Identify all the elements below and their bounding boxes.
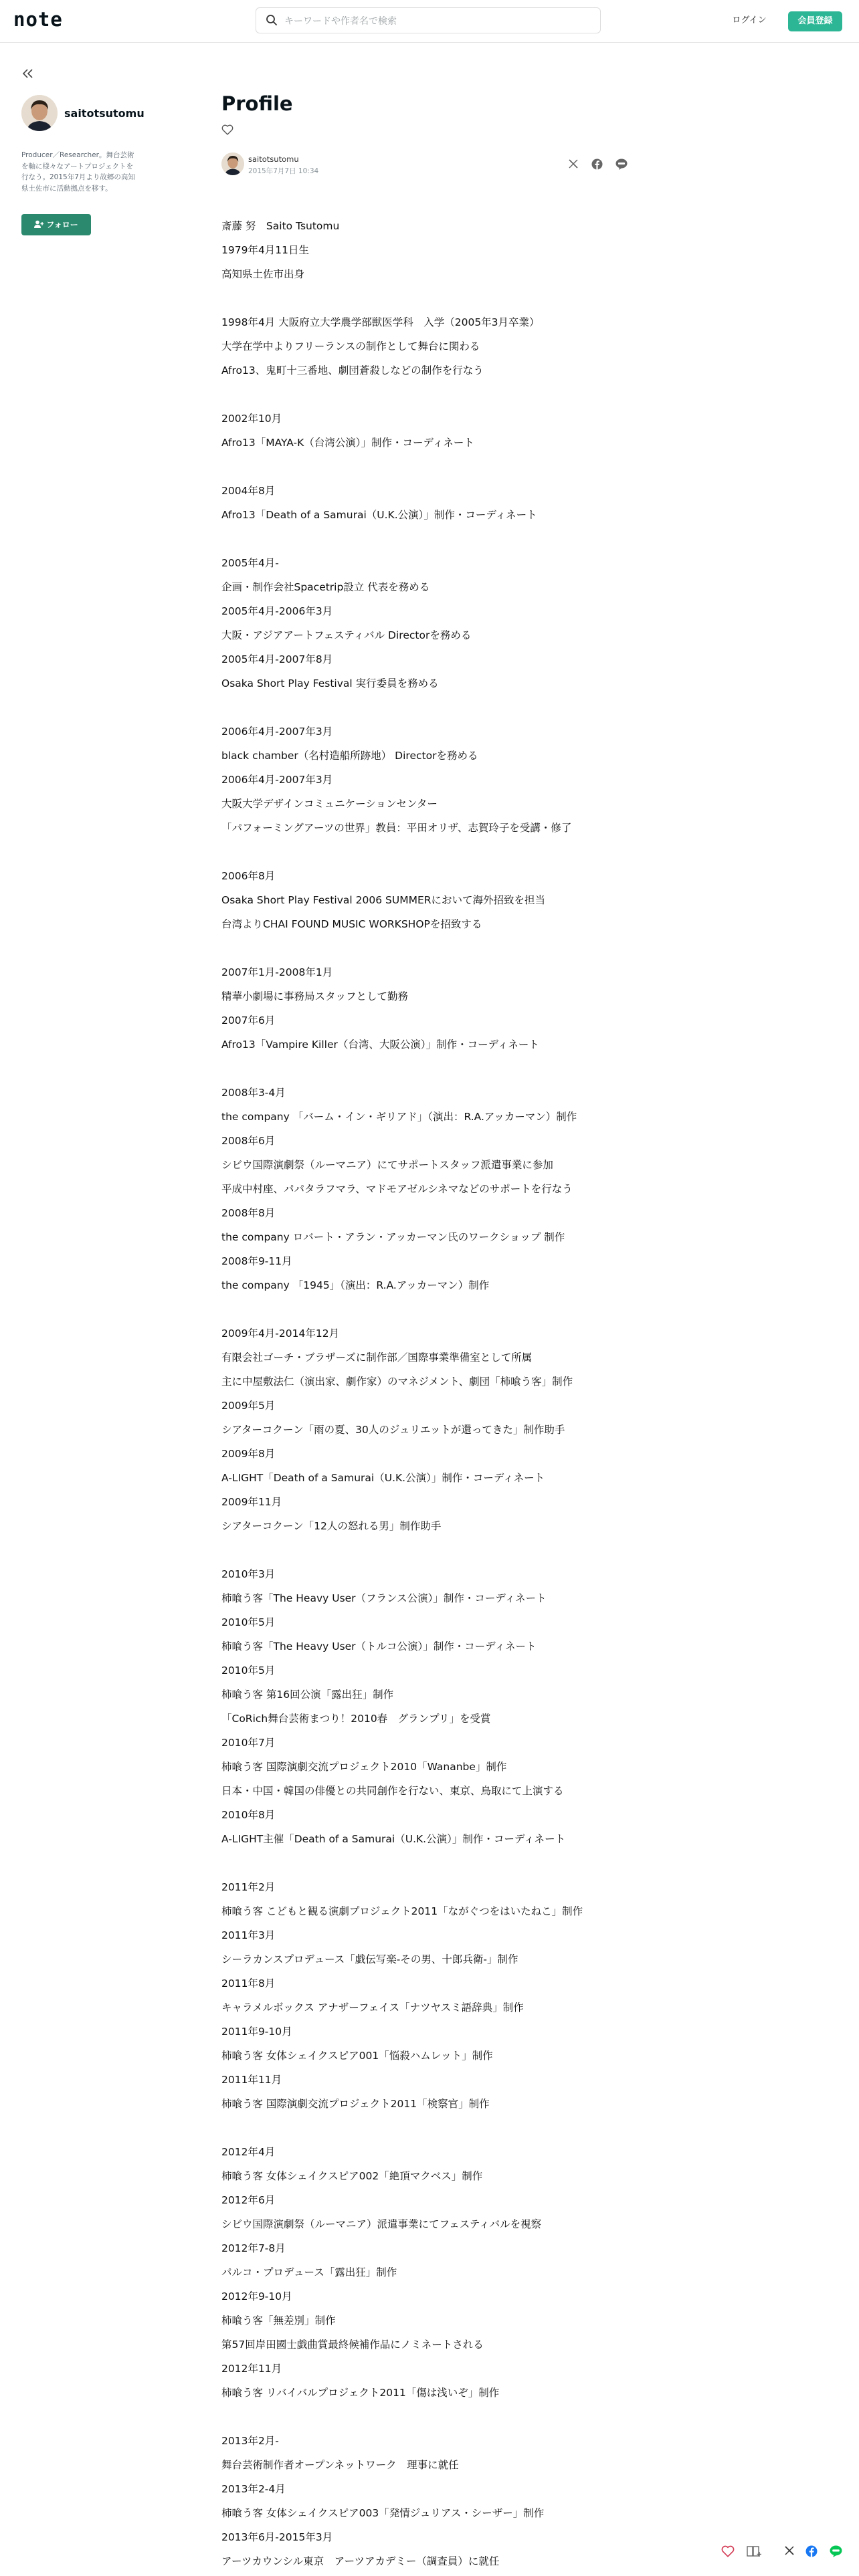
paragraph: 2005年4月- [221, 557, 279, 569]
paragraph: 1979年4月11日生 [221, 244, 310, 256]
paragraph: 2008年8月 [221, 1207, 276, 1219]
paragraph: 有限会社ゴーチ・ブラザーズに制作部／国際事業準備室として所属 [221, 1352, 533, 1364]
paragraph: 2009年8月 [221, 1448, 276, 1460]
article-body [221, 214, 650, 2573]
paragraph: 2012年11月 [221, 2363, 282, 2375]
double-chevron-left-icon[interactable] [21, 67, 37, 83]
paragraph: 柿喰う客「The Heavy User（フランス公演）」制作・コーディネート [221, 1592, 547, 1604]
paragraph: black chamber（名村造船所跡地） Directorを務める [221, 750, 478, 762]
paragraph-spacer [221, 1297, 650, 1321]
author-avatar[interactable] [221, 152, 244, 175]
paragraph-spacer [221, 1057, 650, 1081]
paragraph: 2012年6月 [221, 2194, 276, 2206]
paragraph: 平成中村座、パパタラフマラ、マドモアゼルシネマなどのサポートを行なう [221, 1183, 573, 1195]
paragraph: 2008年9-11月 [221, 1255, 292, 1267]
paragraph: 2011年11月 [221, 2074, 282, 2086]
paragraph: 2012年7-8月 [221, 2242, 286, 2254]
paragraph: A-LIGHT「Death of a Samurai（U.K.公演）」制作・コーディネート [221, 1472, 545, 1484]
login-button[interactable]: ログイン [732, 15, 767, 25]
note-logo[interactable]: note [13, 8, 63, 31]
author-row [221, 151, 636, 178]
paragraph: 柿喰う客 女体シェイクスピア003「発情ジュリアス・シーザー」制作 [221, 2507, 545, 2519]
paragraph: Afro13、鬼町十三番地、劇団蒼殺しなどの制作を行なう [221, 364, 484, 377]
paragraph: 第57回岸田國士戯曲賞最終候補作品にノミネートされる [221, 2339, 484, 2351]
paragraph: the company 「バーム・イン・ギリアド」（演出：R.A.アッカーマン）制作 [221, 1111, 577, 1123]
paragraph: 柿喰う客 第16回公演「露出狂」制作 [221, 1689, 394, 1701]
paragraph: 2010年8月 [221, 1809, 276, 1821]
magazine-add-icon[interactable] [747, 2545, 761, 2560]
paragraph: 台湾よりCHAI FOUND MUSIC WORKSHOPを招致する [221, 918, 482, 930]
x-logo-icon[interactable] [568, 158, 579, 172]
paragraph: 「パフォーミングアーツの世界」教員：平田オリザ、志賀玲子を受講・修了 [221, 822, 572, 834]
x-logo-icon[interactable] [784, 2545, 795, 2559]
paragraph: 2002年10月 [221, 413, 282, 425]
paragraph: 柿喰う客 女体シェイクスピア002「絶頂マクベス」制作 [221, 2170, 483, 2182]
paragraph: 大阪・アジアアートフェスティバル Directorを務める [221, 629, 472, 641]
paragraph-spacer [221, 1538, 650, 1562]
avatar[interactable] [21, 95, 58, 131]
paragraph: 2010年3月 [221, 1568, 276, 1580]
paragraph: 柿喰う客 リバイバルプロジェクト2011「傷は浅いぞ」制作 [221, 2387, 500, 2399]
paragraph-spacer [221, 455, 650, 479]
publish-date: 2015年7月7日 10:34 [248, 167, 319, 175]
paragraph: 日本・中国・韓国の俳優との共同創作を行ない、東京、鳥取にて上演する [221, 1785, 564, 1797]
paragraph: 2012年4月 [221, 2146, 276, 2158]
paragraph: 2007年6月 [221, 1014, 276, 1027]
author-name[interactable]: saitotsutomu [248, 154, 299, 164]
header [0, 0, 859, 43]
paragraph-spacer [221, 2116, 650, 2140]
article-title: Profile [221, 92, 293, 115]
paragraph-spacer [221, 286, 650, 310]
paragraph: アーツカウンシル東京 アーツアカデミー（調査員）に就任 [221, 2555, 500, 2567]
paragraph: 2006年4月-2007年3月 [221, 726, 333, 738]
paragraph: 舞台芸術制作者オープンネットワーク 理事に就任 [221, 2459, 459, 2471]
paragraph: 2005年4月-2007年8月 [221, 653, 333, 665]
paragraph: シビウ国際演劇祭（ルーマニア）にてサポートスタッフ派遣事業に参加 [221, 1159, 553, 1171]
paragraph: 2011年3月 [221, 1929, 276, 1941]
paragraph: the company 「1945」（演出：R.A.アッカーマン）制作 [221, 1279, 490, 1291]
paragraph: 高知県土佐市出身 [221, 268, 305, 280]
paragraph: 2004年8月 [221, 485, 276, 497]
paragraph: 2011年8月 [221, 1977, 276, 1990]
paragraph: シーラカンスプロデュース「戯伝写楽-その男、十郎兵衛-」制作 [221, 1953, 518, 1965]
paragraph-spacer [221, 527, 650, 551]
paragraph: 柿喰う客 国際演劇交流プロジェクト2010「Wananbe」制作 [221, 1761, 507, 1773]
search-input[interactable] [283, 9, 593, 33]
facebook-icon[interactable] [805, 2545, 818, 2560]
paragraph: 2008年6月 [221, 1135, 276, 1147]
paragraph-spacer [221, 840, 650, 864]
paragraph: 2010年5月 [221, 1616, 276, 1628]
paragraph: 2010年5月 [221, 1665, 276, 1677]
follow-label: フォロー [46, 220, 78, 229]
paragraph: 2012年9-10月 [221, 2290, 292, 2302]
paragraph: 柿喰う客「無差別」制作 [221, 2315, 336, 2327]
paragraph: Afro13「MAYA-K（台湾公演）」制作・コーディネート [221, 437, 474, 449]
paragraph: Osaka Short Play Festival 2006 SUMMERにおいて海外招致を担当 [221, 894, 546, 906]
paragraph: シアターコクーン「雨の夏、30人のジュリエットが還ってきた」制作助手 [221, 1424, 565, 1436]
paragraph: 企画・制作会社Spacetrip設立 代表を務める [221, 581, 430, 593]
paragraph: Afro13「Vampire Killer（台湾、大阪公演）」制作・コーディネート [221, 1039, 539, 1051]
paragraph-spacer [221, 2405, 650, 2429]
paragraph: Osaka Short Play Festival 実行委員を務める [221, 677, 439, 689]
line-icon[interactable] [615, 158, 628, 173]
paragraph: 柿喰う客「The Heavy User（トルコ公演）」制作・コーディネート [221, 1640, 537, 1652]
paragraph-spacer [221, 936, 650, 960]
paragraph-spacer [221, 1851, 650, 1875]
paragraph: 大学在学中よりフリーランスの制作として舞台に関わる [221, 340, 480, 352]
paragraph: 2008年3-4月 [221, 1087, 286, 1099]
heart-icon[interactable] [721, 2545, 735, 2560]
paragraph: Afro13「Death of a Samurai（U.K.公演）」制作・コーディネート [221, 509, 537, 521]
facebook-icon[interactable] [591, 158, 603, 173]
paragraph: 柿喰う客 女体シェイクスピア001「悩殺ハムレット」制作 [221, 2050, 493, 2062]
line-icon[interactable] [830, 2545, 842, 2560]
paragraph: 2013年2-4月 [221, 2483, 286, 2495]
person-add-icon [34, 220, 43, 228]
paragraph: 2013年6月-2015年3月 [221, 2531, 333, 2543]
paragraph: 2005年4月-2006年3月 [221, 605, 333, 617]
paragraph: 1998年4月 大阪府立大学農学部獣医学科 入学（2005年3月卒業） [221, 316, 540, 328]
paragraph: 2011年2月 [221, 1881, 276, 1893]
paragraph: 2006年8月 [221, 870, 276, 882]
search-icon [266, 14, 278, 26]
paragraph: 大阪大学デザインコミュニケーションセンター [221, 798, 438, 810]
paragraph: 柿喰う客 国際演劇交流プロジェクト2011「検察官」制作 [221, 2098, 490, 2110]
paragraph: キャラメルボックス アナザーフェイス「ナツヤスミ語辞典」制作 [221, 2002, 524, 2014]
paragraph: 2009年5月 [221, 1400, 276, 1412]
creator-bio: Producer／Researcher。舞台芸術を軸に様々なアートプロジェクトを行なう。2015年7月より故郷の高知県土佐市に活動拠点を移す。 [21, 151, 135, 193]
paragraph: the company ロバート・アラン・アッカーマン氏のワークショップ 制作 [221, 1231, 565, 1243]
paragraph: 2013年2月- [221, 2435, 279, 2447]
paragraph: 2009年4月-2014年12月 [221, 1327, 340, 1339]
paragraph: 2011年9-10月 [221, 2026, 292, 2038]
creator-name[interactable]: saitotsutomu [64, 107, 145, 120]
paragraph-spacer [221, 695, 650, 720]
follow-button[interactable] [21, 214, 91, 235]
paragraph: A-LIGHT主催「Death of a Samurai（U.K.公演）」制作・コーディネート [221, 1833, 566, 1845]
paragraph: 柿喰う客 こどもと観る演劇プロジェクト2011「ながぐつをはいたねこ」制作 [221, 1905, 583, 1917]
paragraph: 精華小劇場に事務局スタッフとして勤務 [221, 990, 409, 1002]
paragraph-spacer [221, 383, 650, 407]
paragraph: 「CoRich舞台芸術まつり！2010春 グランプリ」を受賞 [221, 1713, 491, 1725]
paragraph: 2006年4月-2007年3月 [221, 774, 333, 786]
paragraph: シアターコクーン「12人の怒れる男」制作助手 [221, 1520, 442, 1532]
signup-button[interactable]: 会員登録 [788, 11, 842, 31]
heart-icon[interactable] [221, 124, 233, 138]
search-box[interactable] [256, 7, 601, 33]
paragraph: 2009年11月 [221, 1496, 282, 1508]
paragraph: 主に中屋敷法仁（演出家、劇作家）のマネジメント、劇団「柿喰う客」制作 [221, 1376, 573, 1388]
paragraph: パルコ・プロデュース「露出狂」制作 [221, 2266, 397, 2278]
paragraph: 2007年1月-2008年1月 [221, 966, 333, 978]
paragraph: シビウ国際演劇祭（ルーマニア）派遣事業にてフェスティバルを視察 [221, 2218, 542, 2230]
paragraph: 斎藤 努 Saito Tsutomu [221, 220, 340, 232]
paragraph: 2010年7月 [221, 1737, 276, 1749]
